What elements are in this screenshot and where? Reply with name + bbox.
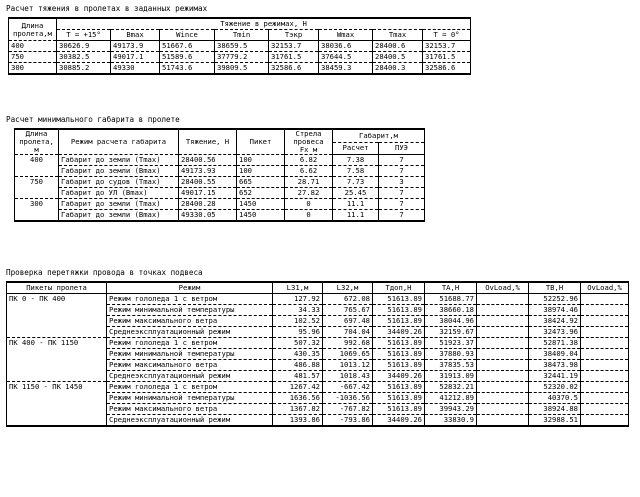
tb-cell: 52252.96 <box>529 294 581 305</box>
table-row <box>15 155 425 166</box>
tension-cell: 51667.6 <box>160 41 215 52</box>
tdop-cell: 51613.89 <box>373 393 425 404</box>
overload-b-cell <box>581 360 629 371</box>
tension-col-header: T = +15° <box>57 30 111 41</box>
l32-cell: 1013.12 <box>323 360 373 371</box>
sag-cell: 6.62 <box>285 166 333 177</box>
overload-a-cell <box>477 338 529 349</box>
tension-cell: 51743.6 <box>160 63 215 75</box>
span-length-cell: 300 <box>9 63 57 75</box>
tdop-cell: 51613.89 <box>373 349 425 360</box>
l31-cell: 1636.56 <box>273 393 323 404</box>
tdop-cell: 51613.89 <box>373 338 425 349</box>
table-row <box>15 210 425 222</box>
overload-col-header: Режим <box>107 282 273 294</box>
tension-cell: 32586.6 <box>269 63 319 75</box>
calc-header: Расчет <box>333 142 379 154</box>
ta-cell: 38044.96 <box>425 316 477 327</box>
tension-cell: 28400.5 <box>373 52 423 63</box>
overload-b-cell <box>581 349 629 360</box>
tension-cell: 31761.5 <box>269 52 319 63</box>
overload-b-cell <box>581 415 629 427</box>
overload-b-cell <box>581 371 629 382</box>
tb-cell: 32441.19 <box>529 371 581 382</box>
clearance-calc-cell: 7.73 <box>333 177 379 188</box>
overload-b-cell <box>581 338 629 349</box>
section2-title: Расчет минимального габарита в пролете <box>6 115 180 124</box>
tdop-cell: 51613.89 <box>373 294 425 305</box>
tension-cell: 49017.15 <box>179 188 237 199</box>
ta-cell: 39943.29 <box>425 404 477 415</box>
tension-cell: 49330.05 <box>179 210 237 222</box>
table-row <box>15 166 425 177</box>
mode-cell: Режим максимального ветра <box>107 404 273 415</box>
tb-cell: 52871.38 <box>529 338 581 349</box>
sag-cell: 0 <box>285 210 333 222</box>
l32-cell: 765.67 <box>323 305 373 316</box>
l32-cell: 697.48 <box>323 316 373 327</box>
clearance-calc-cell: 11.1 <box>333 210 379 222</box>
ta-cell: 52832.21 <box>425 382 477 393</box>
overload-col-header: L32,м <box>323 282 373 294</box>
tension-cell: 49173.9 <box>111 41 160 52</box>
overload-a-cell <box>477 382 529 393</box>
table-row <box>9 41 471 52</box>
sag-cell: 6.82 <box>285 155 333 166</box>
l32-cell: -1036.56 <box>323 393 373 404</box>
tension-header: Тяжение, Н <box>179 129 237 155</box>
clearance-pue-cell: 7 <box>379 155 425 166</box>
table-row <box>9 52 471 63</box>
tension-cell: 31761.5 <box>423 52 471 63</box>
tension-col-header: Wincе <box>160 30 215 41</box>
tdop-cell: 51613.89 <box>373 404 425 415</box>
mode-cell: Среднеэксплуатационный режим <box>107 327 273 338</box>
l32-cell: -667.42 <box>323 382 373 393</box>
l32-cell: -767.82 <box>323 404 373 415</box>
mode-cell: Среднеэксплуатационный режим <box>107 371 273 382</box>
tension-col-header: Bmax <box>111 30 160 41</box>
l31-cell: 486.88 <box>273 360 323 371</box>
clearance-table <box>14 128 425 222</box>
tb-cell: 32473.96 <box>529 327 581 338</box>
overload-col-header: OvLoad,% <box>581 282 629 294</box>
picket-header: Пикет <box>237 129 285 155</box>
tb-cell: 38974.46 <box>529 305 581 316</box>
picket-cell: 665 <box>237 177 285 188</box>
clearance-calc-cell: 7.58 <box>333 166 379 177</box>
mode-cell: Режим гололеда 1 с ветром <box>107 382 273 393</box>
section1-title: Расчет тяжения в пролетах в заданных режимах <box>6 4 208 13</box>
overload-a-cell <box>477 415 529 427</box>
overload-a-cell <box>477 371 529 382</box>
table-row <box>15 199 425 210</box>
mode-cell: Режим минимальной температуры <box>107 349 273 360</box>
mode-cell: Режим минимальной температуры <box>107 393 273 404</box>
ta-cell: 51688.77 <box>425 294 477 305</box>
clearance-calc-cell: 11.1 <box>333 199 379 210</box>
l31-cell: 1393.86 <box>273 415 323 427</box>
clearance-header: Габарит,м <box>333 129 425 142</box>
overload-a-cell <box>477 294 529 305</box>
table-row <box>7 338 629 349</box>
ta-cell: 37835.53 <box>425 360 477 371</box>
tb-cell: 38473.98 <box>529 360 581 371</box>
overload-a-cell <box>477 305 529 316</box>
tension-col-header: Tэкр <box>269 30 319 41</box>
picket-cell: 1450 <box>237 210 285 222</box>
table-row <box>7 294 629 305</box>
tb-cell: 32988.51 <box>529 415 581 427</box>
tension-col-header: Wmax <box>319 30 373 41</box>
span-cell: 750 <box>15 177 59 199</box>
picket-cell: 1450 <box>237 199 285 210</box>
l31-cell: 430.35 <box>273 349 323 360</box>
tension-cell: 49330 <box>111 63 160 75</box>
overload-b-cell <box>581 305 629 316</box>
overload-table <box>6 281 629 427</box>
overload-a-cell <box>477 404 529 415</box>
mode-cell: Габарит до УЛ (Bmax) <box>59 188 179 199</box>
tb-cell: 38924.88 <box>529 404 581 415</box>
l31-cell: 1367.82 <box>273 404 323 415</box>
tension-cell: 51589.6 <box>160 52 215 63</box>
l32-cell: 1018.43 <box>323 371 373 382</box>
ta-cell: 37880.93 <box>425 349 477 360</box>
overload-a-cell <box>477 349 529 360</box>
clearance-calc-cell: 25.45 <box>333 188 379 199</box>
clearance-pue-cell: 7 <box>379 166 425 177</box>
mode-cell: Габарит до земли (Bmax) <box>59 166 179 177</box>
tension-cell: 30382.5 <box>57 52 111 63</box>
tb-cell: 40370.5 <box>529 393 581 404</box>
overload-a-cell <box>477 327 529 338</box>
tension-cell: 28400.28 <box>179 199 237 210</box>
ta-cell: 32159.67 <box>425 327 477 338</box>
tension-cell: 49173.93 <box>179 166 237 177</box>
section3-title: Проверка перетяжки провода в точках подвеса <box>6 268 203 277</box>
tension-cell: 32153.7 <box>423 41 471 52</box>
tdop-cell: 34409.26 <box>373 327 425 338</box>
clearance-pue-cell: 7 <box>379 210 425 222</box>
l31-cell: 507.32 <box>273 338 323 349</box>
overload-col-header: L31,м <box>273 282 323 294</box>
tension-col-header: Tmin <box>215 30 269 41</box>
mode-cell: Габарит до земли (Tmax) <box>59 199 179 210</box>
mode-cell: Режим максимального ветра <box>107 360 273 371</box>
ta-cell: 51923.37 <box>425 338 477 349</box>
tension-cell: 32586.6 <box>423 63 471 75</box>
mode-cell: Габарит до земли (Tmax) <box>59 155 179 166</box>
tdop-cell: 51613.89 <box>373 316 425 327</box>
l31-cell: 481.57 <box>273 371 323 382</box>
overload-b-cell <box>581 294 629 305</box>
tension-cell: 30885.2 <box>57 63 111 75</box>
mode-cell: Среднеэксплуатационный режим <box>107 415 273 427</box>
l32-cell: 1069.65 <box>323 349 373 360</box>
sag-cell: 0 <box>285 199 333 210</box>
l31-cell: 95.96 <box>273 327 323 338</box>
tension-cell: 38036.6 <box>319 41 373 52</box>
tension-cell: 28400.55 <box>179 177 237 188</box>
pickets-cell: ПК 0 - ПК 400 <box>7 294 107 338</box>
tension-cell: 39809.5 <box>215 63 269 75</box>
mode-cell: Режим гололеда 1 с ветром <box>107 294 273 305</box>
tb-cell: 52320.02 <box>529 382 581 393</box>
overload-col-header: Tдоп,Н <box>373 282 425 294</box>
clearance-pue-cell: 7 <box>379 188 425 199</box>
tdop-cell: 51613.89 <box>373 305 425 316</box>
tension-cell: 28400.6 <box>373 41 423 52</box>
tension-cell: 37779.2 <box>215 52 269 63</box>
overload-col-header: OvLoad,% <box>477 282 529 294</box>
pickets-cell: ПК 400 - ПК 1150 <box>7 338 107 382</box>
span-header: Длина пролета, м <box>15 129 59 155</box>
tb-cell: 38424.92 <box>529 316 581 327</box>
tb-cell: 38409.04 <box>529 349 581 360</box>
mode-cell: Габарит до судов (Tmax) <box>59 177 179 188</box>
span-cell: 300 <box>15 199 59 222</box>
overload-a-cell <box>477 360 529 371</box>
sag-cell: 27.82 <box>285 188 333 199</box>
l31-cell: 1267.42 <box>273 382 323 393</box>
overload-b-cell <box>581 316 629 327</box>
pickets-cell: ПК 1150 - ПК 1450 <box>7 382 107 427</box>
overload-b-cell <box>581 382 629 393</box>
tension-cell: 49017.1 <box>111 52 160 63</box>
table-row <box>9 63 471 75</box>
tension-cell: 28400.56 <box>179 155 237 166</box>
ta-cell: 31913.09 <box>425 371 477 382</box>
overload-col-header: Пикеты пролета <box>7 282 107 294</box>
clearance-calc-cell: 7.38 <box>333 155 379 166</box>
overload-b-cell <box>581 404 629 415</box>
l32-cell: 992.68 <box>323 338 373 349</box>
mode-cell: Режим минимальной температуры <box>107 305 273 316</box>
l32-cell: -793.86 <box>323 415 373 427</box>
pue-header: ПУЭ <box>379 142 425 154</box>
mode-cell: Габарит до земли (Bmax) <box>59 210 179 222</box>
tension-group-header: Тяжение в режимах, Н <box>57 18 471 30</box>
sag-cell: 28.71 <box>285 177 333 188</box>
overload-col-header: TA,Н <box>425 282 477 294</box>
tdop-cell: 34409.26 <box>373 371 425 382</box>
tension-cell: 32153.7 <box>269 41 319 52</box>
l31-cell: 102.52 <box>273 316 323 327</box>
clearance-pue-cell: 7 <box>379 199 425 210</box>
l31-cell: 127.92 <box>273 294 323 305</box>
tension-cell: 28400.3 <box>373 63 423 75</box>
mode-header: Режим расчета габарита <box>59 129 179 155</box>
picket-cell: 100 <box>237 166 285 177</box>
ta-cell: 41212.89 <box>425 393 477 404</box>
ta-cell: 38660.18 <box>425 305 477 316</box>
ta-cell: 33830.9 <box>425 415 477 427</box>
clearance-pue-cell: 3 <box>379 177 425 188</box>
sag-header: Стрела провеса Fx м <box>285 129 333 155</box>
l32-cell: 672.08 <box>323 294 373 305</box>
picket-cell: 652 <box>237 188 285 199</box>
span-length-cell: 750 <box>9 52 57 63</box>
tdop-cell: 51613.89 <box>373 382 425 393</box>
overload-a-cell <box>477 393 529 404</box>
overload-col-header: TB,Н <box>529 282 581 294</box>
tension-cell: 38659.5 <box>215 41 269 52</box>
table-row <box>7 382 629 393</box>
tdop-cell: 51613.89 <box>373 360 425 371</box>
l32-cell: 704.04 <box>323 327 373 338</box>
overload-b-cell <box>581 327 629 338</box>
l31-cell: 34.33 <box>273 305 323 316</box>
overload-a-cell <box>477 316 529 327</box>
overload-b-cell <box>581 393 629 404</box>
mode-cell: Режим максимального ветра <box>107 316 273 327</box>
picket-cell: 100 <box>237 155 285 166</box>
tension-table <box>8 17 471 75</box>
tension-col-header: T = 0° <box>423 30 471 41</box>
tension-cell: 38459.3 <box>319 63 373 75</box>
tdop-cell: 34409.26 <box>373 415 425 427</box>
tension-cell: 37644.5 <box>319 52 373 63</box>
span-length-cell: 400 <box>9 41 57 52</box>
table-row <box>15 177 425 188</box>
mode-cell: Режим гололеда 1 с ветром <box>107 338 273 349</box>
span-cell: 400 <box>15 155 59 177</box>
tension-col-header: Tmax <box>373 30 423 41</box>
tension-cell: 30626.9 <box>57 41 111 52</box>
span-length-header: Длина пролета,м <box>9 18 57 41</box>
table-row <box>15 188 425 199</box>
